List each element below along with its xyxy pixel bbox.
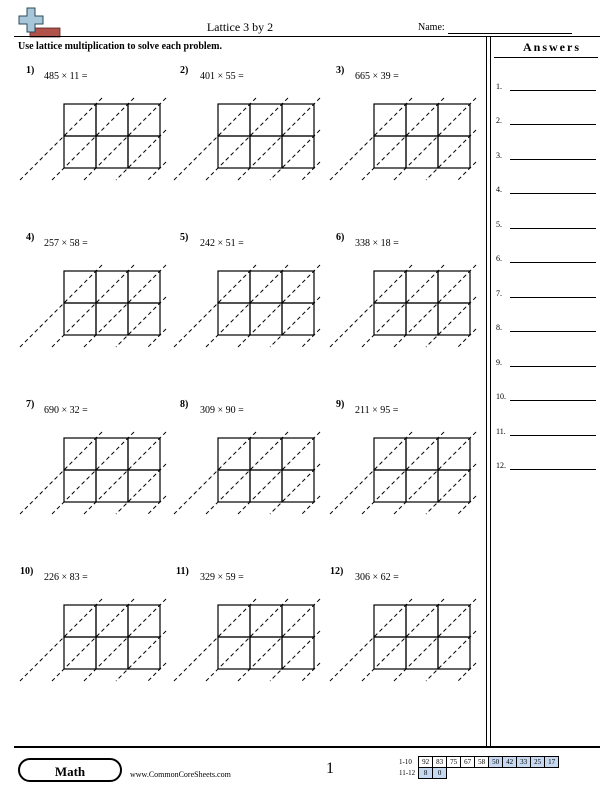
score-key-cell: 25: [531, 757, 545, 768]
score-key-row: [398, 757, 559, 768]
score-key-table: [398, 756, 559, 779]
score-key-cell: 67: [461, 757, 475, 768]
problem-number: 5): [180, 232, 189, 243]
problem-number: 2): [180, 65, 189, 76]
lattice-diagonal: [302, 496, 320, 514]
problem-expression: 485 × 11 =: [44, 71, 88, 82]
lattice-diagonal: [148, 663, 166, 681]
lattice-diagonal: [116, 631, 166, 681]
subject-badge: Math: [18, 758, 122, 782]
lattice-diagonal: [426, 130, 476, 180]
problem-expression: 329 × 59 =: [200, 572, 244, 583]
score-key-cell: 50: [489, 757, 503, 768]
lattice-grid[interactable]: [36, 269, 166, 355]
score-key-cell: 17: [545, 757, 559, 768]
problem-expression: 211 × 95 =: [355, 405, 399, 416]
problem-number: 8): [180, 399, 189, 410]
score-key-cell: 75: [447, 757, 461, 768]
lattice-diagonal: [116, 130, 166, 180]
answer-field[interactable]: [510, 262, 596, 263]
lattice-diagonal: [302, 663, 320, 681]
answer-field[interactable]: [510, 124, 596, 125]
answer-label: 9.: [496, 358, 502, 367]
lattice-diagonal: [148, 496, 166, 514]
problem-expression: 665 × 39 =: [355, 71, 399, 82]
score-key-label: 11-12: [399, 769, 416, 777]
lattice-grid[interactable]: [36, 436, 166, 522]
answer-field[interactable]: [510, 228, 596, 229]
answer-label: 6.: [496, 254, 502, 263]
lattice-diagonal: [458, 162, 476, 180]
lattice-grid[interactable]: [346, 269, 476, 355]
problem-expression: 401 × 55 =: [200, 71, 244, 82]
name-field[interactable]: [448, 33, 572, 34]
site-url[interactable]: www.CommonCoreSheets.com: [130, 770, 231, 779]
answer-field[interactable]: [510, 400, 596, 401]
lattice-grid[interactable]: [36, 102, 166, 188]
lattice-grid[interactable]: [190, 603, 320, 689]
score-key-label: 1-10: [399, 758, 412, 766]
column-divider: [486, 36, 487, 746]
lattice-diagonal: [116, 297, 166, 347]
lattice-diagonal: [426, 464, 476, 514]
lattice-diagonal: [270, 297, 320, 347]
lattice-diagonal: [458, 329, 476, 347]
score-key-cell: 0: [433, 768, 447, 779]
answer-field[interactable]: [510, 159, 596, 160]
lattice-diagonal: [270, 464, 320, 514]
answer-field[interactable]: [510, 469, 596, 470]
problem-number: 3): [336, 65, 345, 76]
answer-field[interactable]: [510, 297, 596, 298]
problem-expression: 257 × 58 =: [44, 238, 88, 249]
problem-expression: 226 × 83 =: [44, 572, 88, 583]
lattice-diagonal: [458, 663, 476, 681]
header-rule: [14, 36, 600, 37]
problem-number: 12): [330, 566, 344, 577]
answer-label: 3.: [496, 151, 502, 160]
problem-number: 10): [20, 566, 34, 577]
lattice-diagonal: [426, 631, 476, 681]
page-number: 1: [326, 760, 334, 777]
answer-field[interactable]: [510, 331, 596, 332]
answer-label: 11.: [496, 427, 506, 436]
lattice-diagonal: [270, 130, 320, 180]
answer-label: 2.: [496, 116, 502, 125]
score-key-cell: 58: [475, 757, 489, 768]
problem-number: 11): [176, 566, 189, 577]
lattice-grid[interactable]: [346, 436, 476, 522]
score-key-cell: 8: [419, 768, 433, 779]
problem-number: 4): [26, 232, 35, 243]
lattice-grid[interactable]: [190, 436, 320, 522]
lattice-diagonal: [116, 464, 166, 514]
score-key-cell: 92: [419, 757, 433, 768]
answer-field[interactable]: [510, 366, 596, 367]
lattice-diagonal: [458, 496, 476, 514]
answers-title: Answers: [523, 40, 581, 54]
lattice-diagonal: [302, 329, 320, 347]
answer-field[interactable]: [510, 193, 596, 194]
footer-rule: [14, 746, 600, 748]
problem-expression: 242 × 51 =: [200, 238, 244, 249]
name-label: Name:: [418, 22, 445, 33]
lattice-diagonal: [302, 162, 320, 180]
lattice-grid[interactable]: [190, 269, 320, 355]
answer-label: 7.: [496, 289, 502, 298]
problem-expression: 338 × 18 =: [355, 238, 399, 249]
problem-number: 7): [26, 399, 35, 410]
problem-number: 1): [26, 65, 35, 76]
problem-expression: 690 × 32 =: [44, 405, 88, 416]
score-key-cell: 42: [503, 757, 517, 768]
problem-expression: 309 × 90 =: [200, 405, 244, 416]
score-key-cell: 33: [517, 757, 531, 768]
answer-label: 5.: [496, 220, 502, 229]
lattice-grid[interactable]: [346, 102, 476, 188]
lattice-grid[interactable]: [36, 603, 166, 689]
answers-rule: [494, 57, 598, 58]
problem-expression: 306 × 62 =: [355, 572, 399, 583]
lattice-grid[interactable]: [190, 102, 320, 188]
column-divider-inner: [490, 36, 491, 746]
answer-label: 4.: [496, 185, 502, 194]
problem-number: 9): [336, 399, 345, 410]
worksheet-title: Lattice 3 by 2: [206, 20, 274, 34]
score-key-row: [398, 768, 559, 779]
answer-label: 12.: [496, 461, 506, 470]
lattice-diagonal: [148, 329, 166, 347]
lattice-diagonal: [270, 631, 320, 681]
score-key-cell: 83: [433, 757, 447, 768]
answer-label: 8.: [496, 323, 502, 332]
problem-number: 6): [336, 232, 345, 243]
answer-field[interactable]: [510, 435, 596, 436]
answer-field[interactable]: [510, 90, 596, 91]
lattice-diagonal: [148, 162, 166, 180]
plus-logo-icon: [16, 6, 68, 38]
answer-label: 1.: [496, 82, 502, 91]
instructions: Use lattice multiplication to solve each problem.: [18, 41, 222, 52]
lattice-diagonal: [426, 297, 476, 347]
answer-label: 10.: [496, 392, 506, 401]
lattice-grid[interactable]: [346, 603, 476, 689]
